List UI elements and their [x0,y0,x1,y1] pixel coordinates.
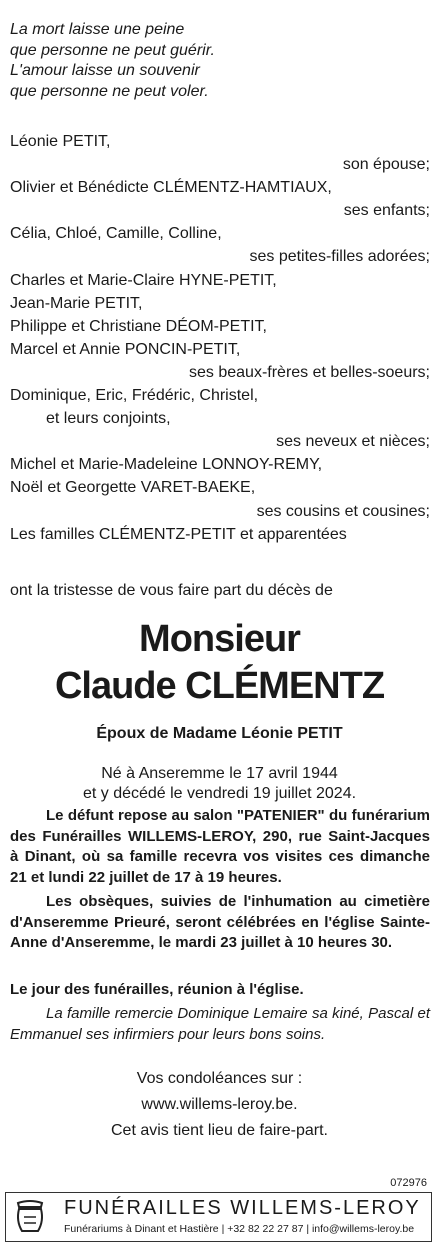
family-line: Les familles CLÉMENTZ-PETIT et apparentées [10,525,347,543]
reference-number: 072976 [390,1177,427,1189]
family-relation: ses cousins et cousines; [256,502,430,520]
funeral-home-contact: Funérariums à Dinant et Hastière | +32 82 22 27 87 | info@willems-leroy.be [64,1223,415,1235]
family-line: Célia, Chloé, Camille, Colline, [10,225,222,243]
urn-logo-icon [10,1199,50,1235]
poem-line: que personne ne peut voler. [10,82,209,100]
deceased-name: Claude CLÉMENTZ [54,665,385,707]
family-relation: ses neveux et nièces; [276,433,430,451]
family-line: Philippe et Christiane DÉOM-PETIT, [10,317,267,335]
announcement-intro: ont la tristesse de vous faire part du décès de [10,582,333,599]
family-line: Michel et Marie-Madeleine LONNOY-REMY, [10,456,323,474]
family-relation: son épouse; [342,156,430,174]
family-line: Jean-Marie PETIT, [10,294,143,312]
family-relation: ses petites-filles adorées; [249,248,430,266]
funeral-paragraph: Les obsèques, suivies de l'inhumation au cimetière d'Anseremme Prieuré, seront célébrées en l'église Sainte-Anne d'Anseremme, le mardi 23 juillet à 10 heures 30. [10,893,430,951]
website-link[interactable]: www.willems-leroy.be. [141,1096,298,1113]
family-line: et leurs conjoints, [46,410,171,428]
poem-line: que personne ne peut guérir. [10,41,215,59]
birth-line: Né à Anseremme le 17 avril 1944 [101,765,338,782]
family-relation: ses enfants; [343,202,430,220]
family-line: Noël et Georgette VARET-BAEKE, [10,479,256,497]
condolences-line: Vos condoléances sur : [136,1070,303,1087]
viewing-paragraph: Le défunt repose au salon "PATENIER" du funérarium des Funérailles WILLEMS-LEROY, 290, rue Saint-Jacques à Dinant, où sa famille recevra vos visites ces dimanche 21 et lundi 22 juillet de 17 à 19 heures. [10,807,430,886]
family-line: Olivier et Bénédicte CLÉMENTZ-HAMTIAUX, [10,179,332,197]
funeral-home-name: FUNÉRAILLES WILLEMS-LEROY [64,1197,421,1219]
family-line: Dominique, Eric, Frédéric, Christel, [10,387,259,405]
family-line: Charles et Marie-Claire HYNE-PETIT, [10,271,277,289]
family-list [10,130,430,546]
family-line: Marcel et Annie PONCIN-PETIT, [10,340,241,358]
deceased-title: Monsieur [139,618,300,660]
poem-line: La mort laisse une peine [10,21,185,38]
thanks-paragraph: La famille remercie Dominique Lemaire sa kiné, Pascal et Emmanuel ses infirmiers pour leurs bons soins. [10,1005,430,1043]
notice-line: Cet avis tient lieu de faire-part. [111,1122,328,1139]
family-line: Léonie PETIT, [10,133,111,150]
funeral-home-banner [5,1192,432,1242]
meeting-paragraph: Le jour des funérailles, réunion à l'église. [10,981,304,998]
death-line: et y décédé le vendredi 19 juillet 2024. [82,785,357,802]
poem-line: L'amour laisse un souvenir [10,62,200,79]
poem [10,20,430,102]
family-relation: ses beaux-frères et belles-soeurs; [189,363,430,381]
spouse-line: Époux de Madame Léonie PETIT [96,725,343,742]
